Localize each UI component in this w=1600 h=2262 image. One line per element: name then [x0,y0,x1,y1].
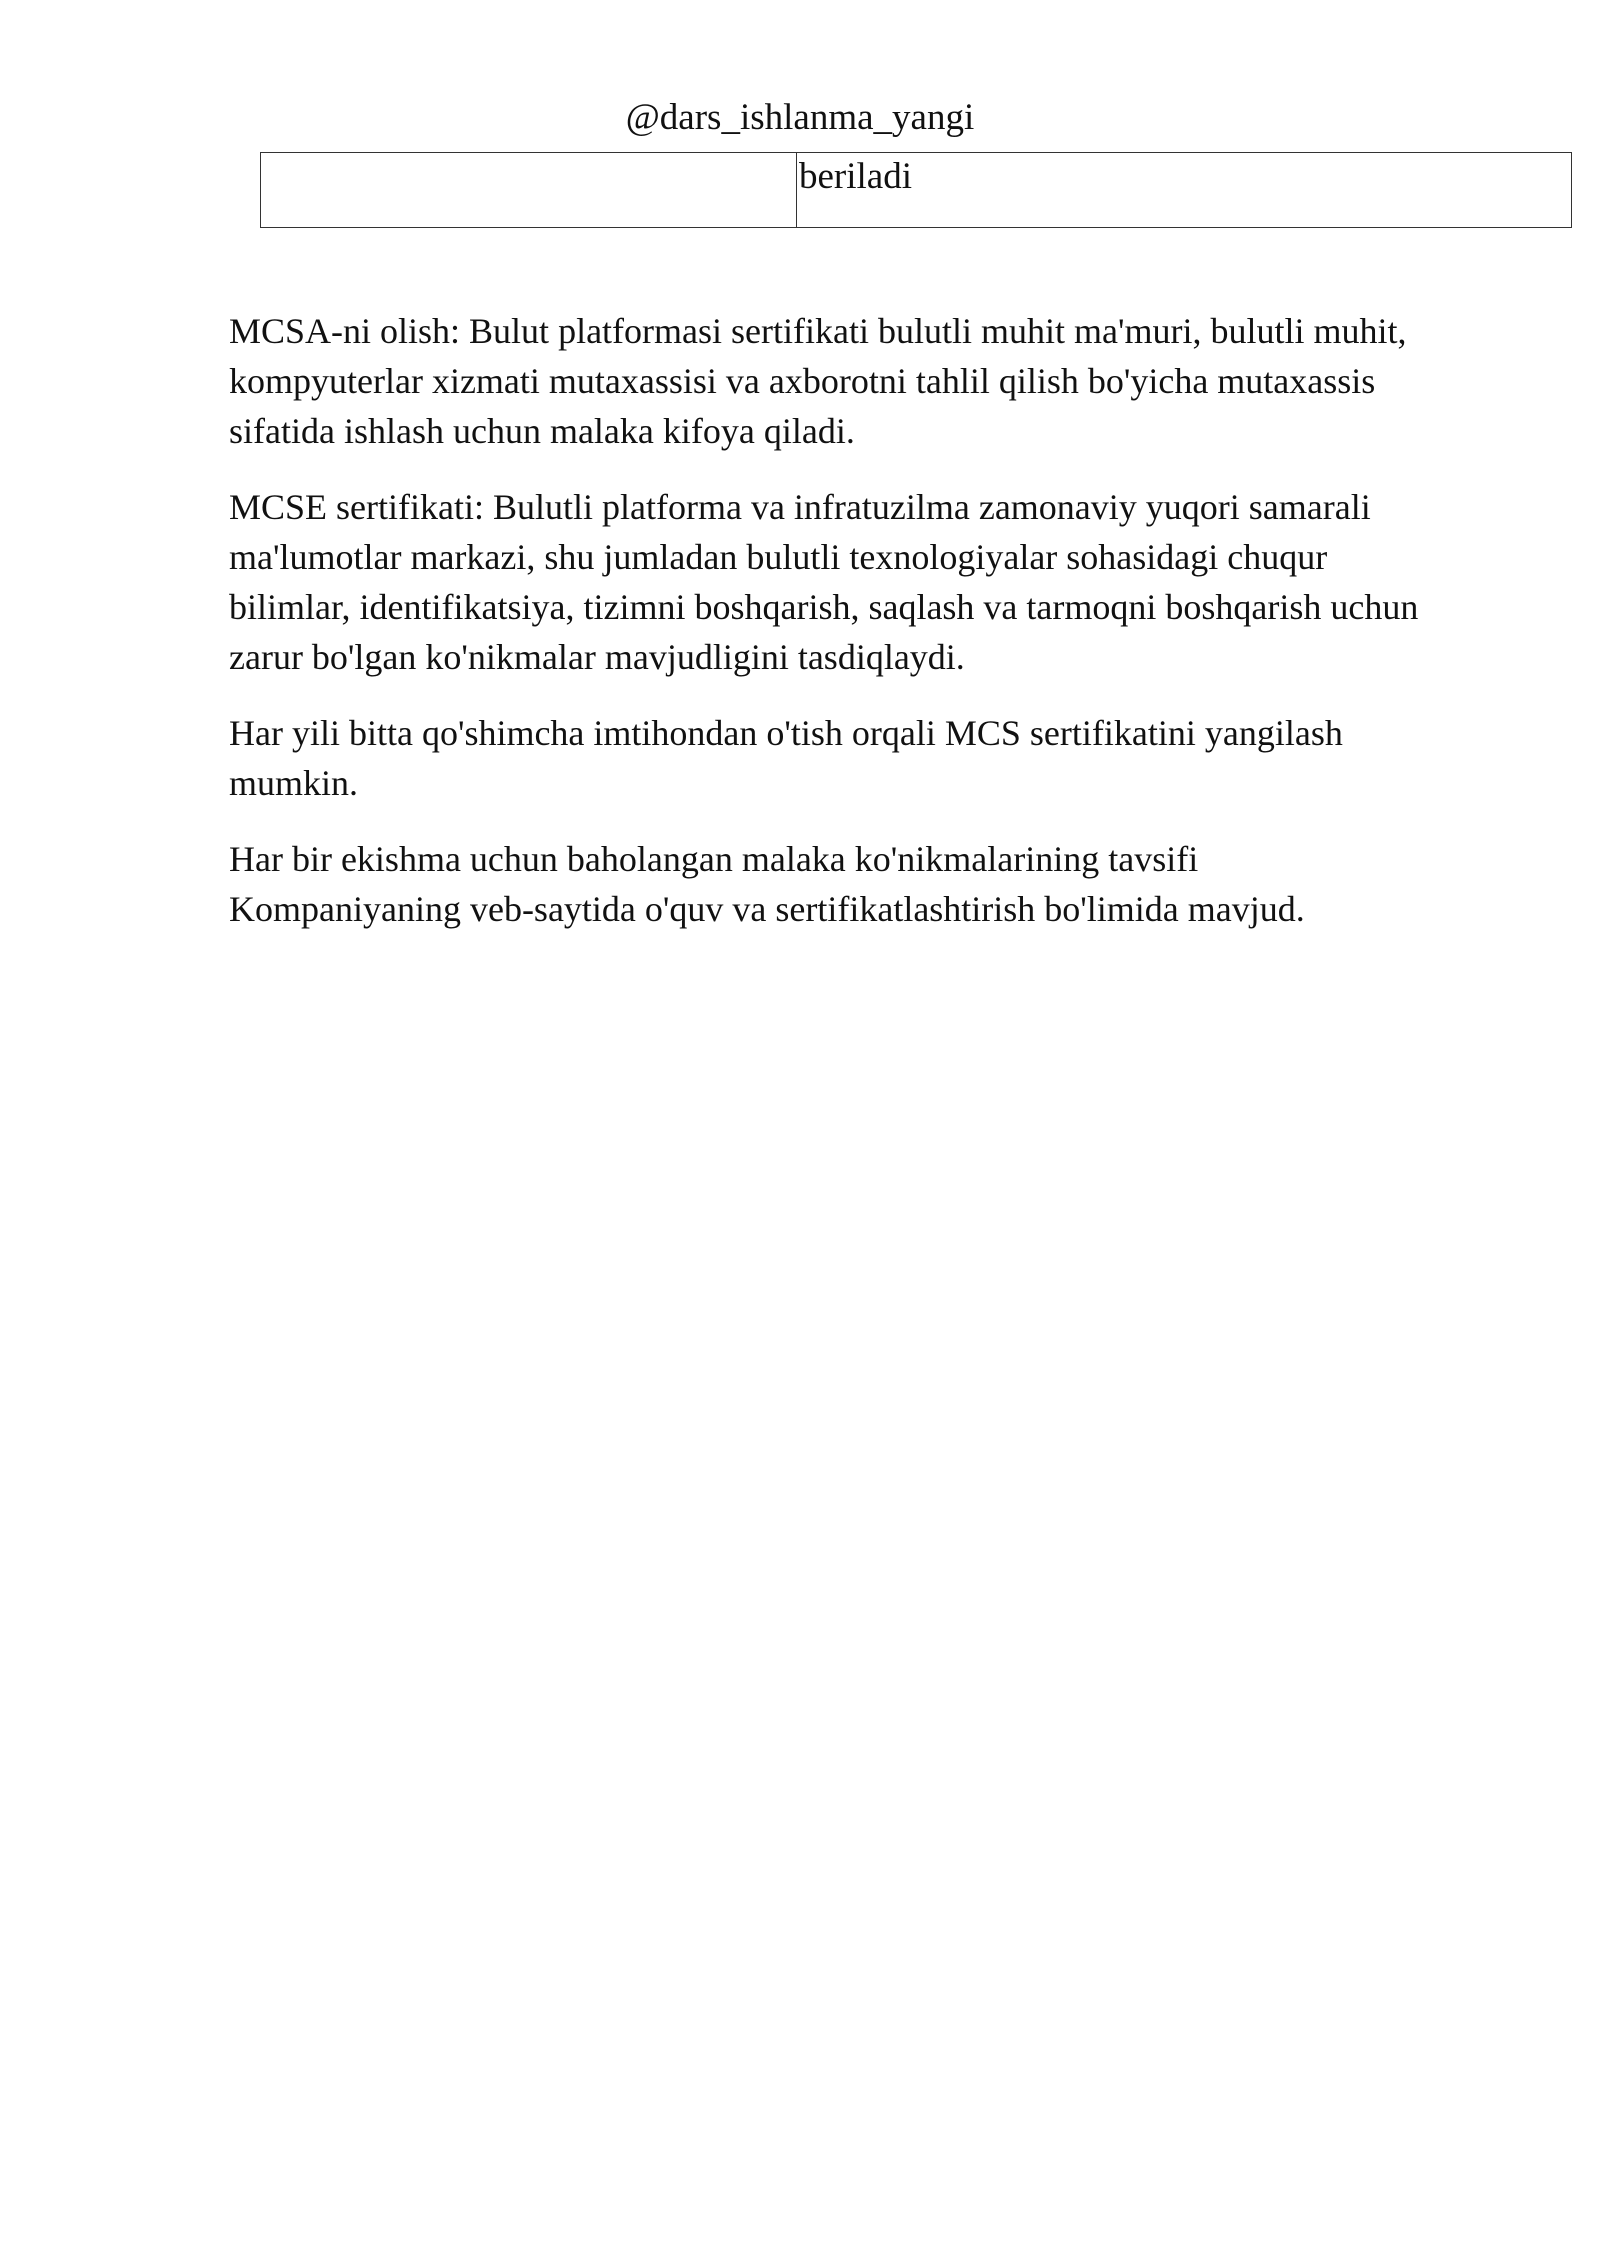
paragraph-skills-description [229,834,1529,934]
table-cell-empty [261,153,797,227]
paragraph-line: mumkin. [229,763,359,803]
paragraph-line: MCSA-ni olish: Bulut platformasi sertifikati bulutli muhit ma'muri, bulutli muhit, [229,311,1407,351]
paragraph-renewal [229,708,1529,808]
paragraph-mcse [229,482,1529,682]
paragraph-line: Har yili bitta qo'shimcha imtihondan o'tish orqali MCS sertifikatini yangilash [229,713,1343,753]
paragraph-mcsa [229,306,1529,456]
table [260,152,1572,228]
header-handle: @dars_ishlanma_yangi [625,97,975,138]
paragraph-line: Kompaniyaning veb-saytida o'quv va sertifikatlashtirish bo'limida mavjud. [229,889,1305,929]
table-cell-text: beriladi [799,156,913,197]
paragraph-line: sifatida ishlash uchun malaka kifoya qiladi. [229,411,855,451]
paragraph-line: MCSE sertifikati: Bulutli platforma va infratuzilma zamonaviy yuqori samarali [229,487,1371,527]
paragraph-line: kompyuterlar xizmati mutaxassisi va axborotni tahlil qilish bo'yicha mutaxassis [229,361,1376,401]
paragraph-line: ma'lumotlar markazi, shu jumladan bulutli texnologiyalar sohasidagi chuqur [229,537,1328,577]
paragraph-line: bilimlar, identifikatsiya, tizimni boshqarish, saqlash va tarmoqni boshqarish uchun [229,587,1419,627]
paragraph-line: zarur bo'lgan ko'nikmalar mavjudligini tasdiqlaydi. [229,637,965,677]
body-text [229,306,1529,960]
paragraph-line: Har bir ekishma uchun baholangan malaka ko'nikmalarining tavsifi [229,839,1199,879]
